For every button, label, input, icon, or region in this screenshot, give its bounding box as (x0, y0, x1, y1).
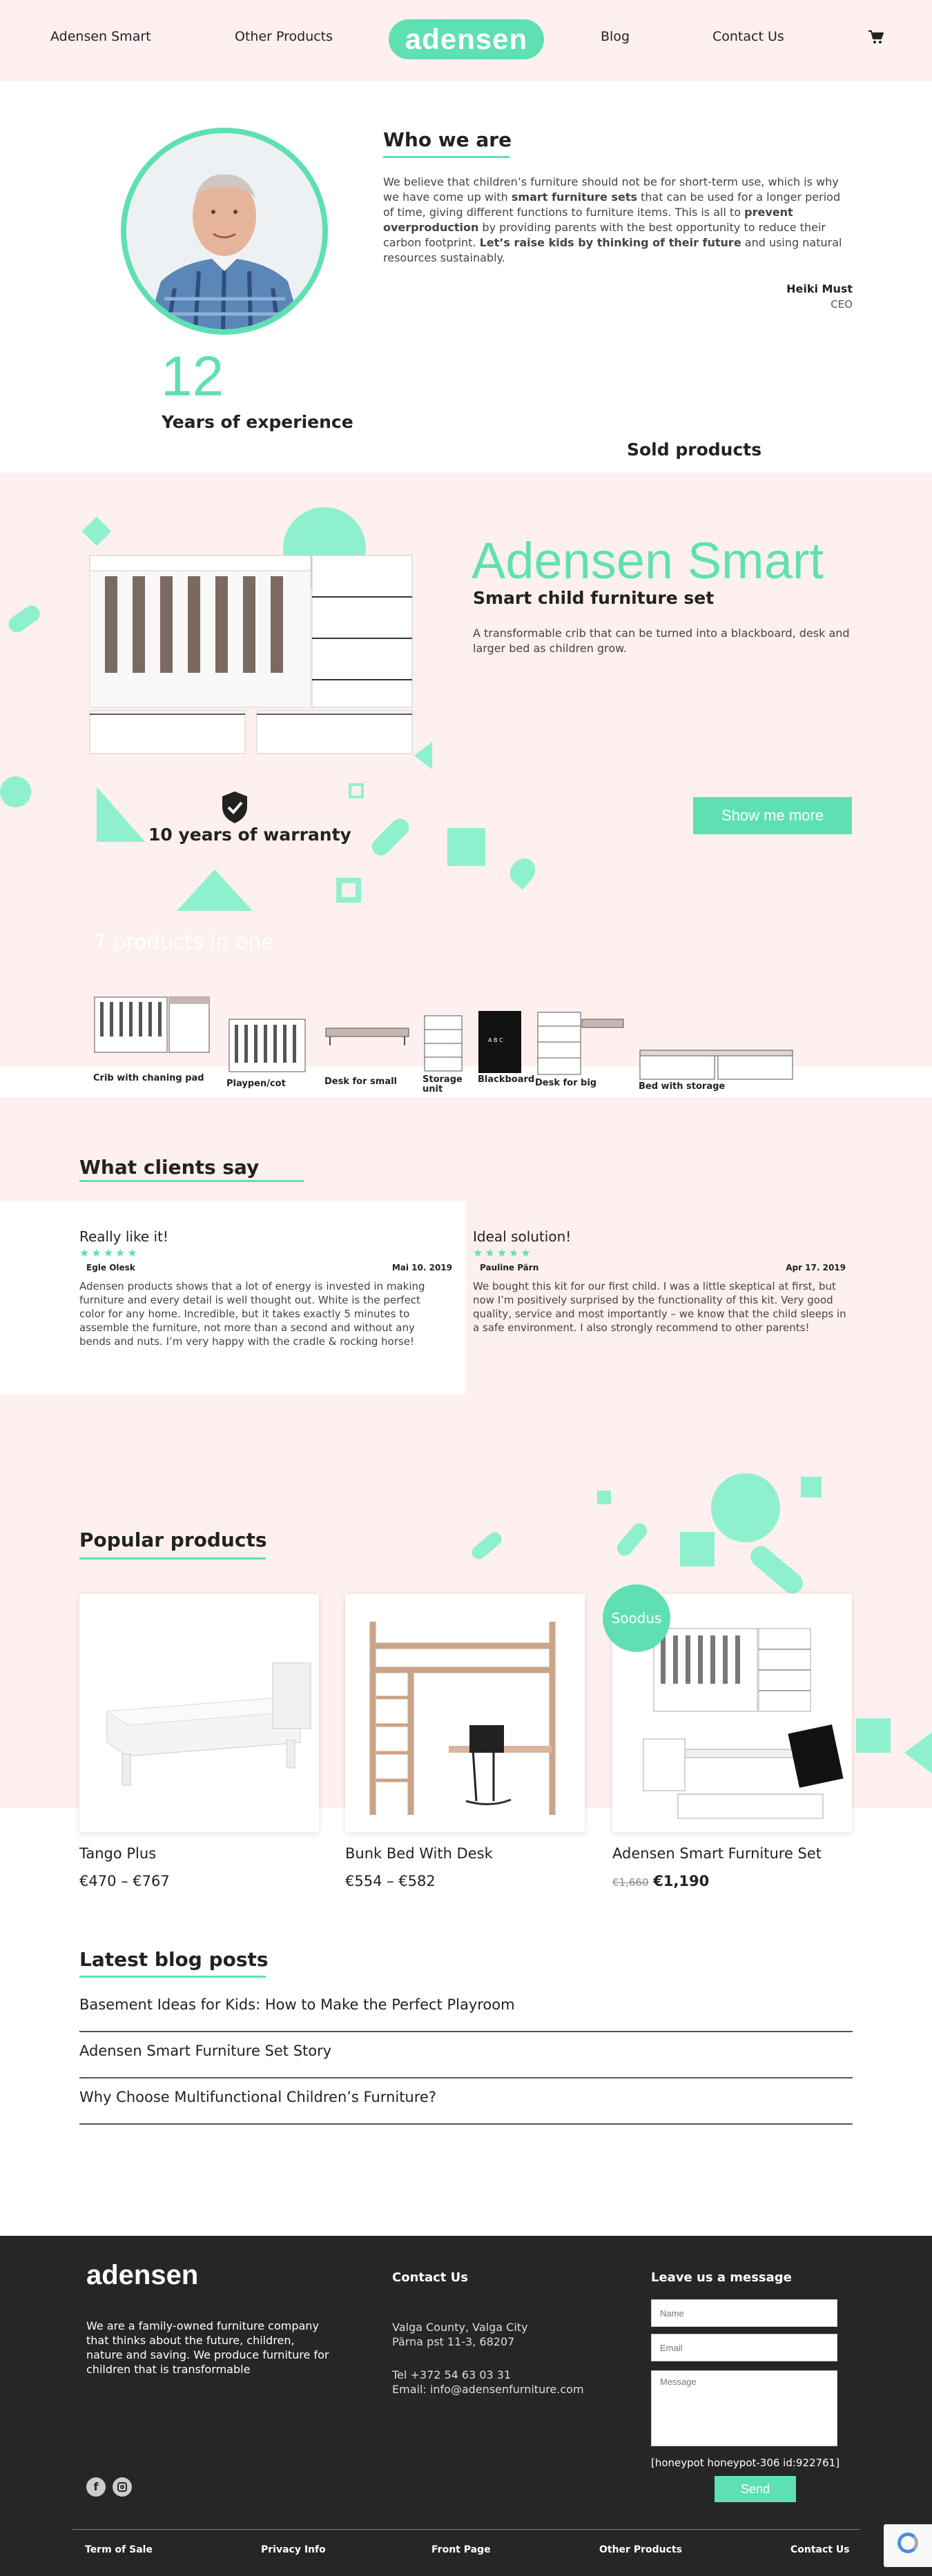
footer-link-terms[interactable]: Term of Sale (85, 2544, 153, 2555)
product-image (345, 1594, 585, 1832)
footer-email[interactable]: Email: info@adensenfurniture.com (392, 2383, 584, 2396)
decor-shape (680, 1532, 715, 1566)
footer-link-contact[interactable]: Contact Us (790, 2544, 850, 2555)
blog-post-link[interactable]: Basement Ideas for Kids: How to Make the Perfect Playroom (79, 1996, 853, 2032)
facebook-icon[interactable]: f (86, 2477, 106, 2497)
footer-about: We are a family-owned furniture company that thinks about the future, children, nature and saving. We produce furniture for children that is transformable (86, 2319, 329, 2376)
strip-crib-image (93, 994, 211, 1070)
decor-shape (801, 1477, 822, 1497)
review-stars: ★★★★★ (79, 1246, 139, 1259)
strip-desk-small-image (324, 1025, 411, 1045)
instagram-icon[interactable] (113, 2477, 132, 2497)
recaptcha-icon (897, 2533, 918, 2553)
reviews-title: What clients say (79, 1156, 260, 1179)
strip-blackboard-image (478, 1011, 521, 1073)
decor-shape (904, 1732, 932, 1773)
product-name[interactable]: Tango Plus (79, 1845, 157, 1862)
product-price: €1,190 (653, 1873, 710, 1889)
review-text: Adensen products shows that a lot of energy is invested in making furniture and every detail is well thought out. White is the perfect color for any home. Incredible, but it takes exactly 5 minutes to assemble the furniture, not more than a second and without any bends and nuts. I’m very happy with the cradle & rocking horse! (79, 1280, 425, 1348)
review-author: Pauline Pärn (480, 1263, 539, 1272)
decor-shape (505, 854, 541, 889)
blog-post-link[interactable]: Why Choose Multifunctional Children’s Furniture? (79, 2089, 853, 2125)
about-title-underline (383, 156, 509, 158)
product-price: €554 – €582 (345, 1873, 436, 1889)
footer-logo[interactable]: adensen (86, 2260, 199, 2290)
svg-text:A B C: A B C (488, 1037, 503, 1043)
decor-shape (97, 787, 145, 842)
signature-role: CEO (831, 298, 853, 311)
footer-link-other-products[interactable]: Other Products (599, 2544, 682, 2555)
years-number: 12 (161, 345, 224, 408)
review-author: Egle Olesk (86, 1263, 135, 1272)
product-price: €470 – €767 (79, 1873, 170, 1889)
sold-label: Sold products (627, 440, 762, 460)
about-title: Who we are (383, 128, 512, 151)
review-title: Ideal solution! (473, 1228, 572, 1245)
review-stars: ★★★★★ (473, 1246, 533, 1259)
strip-item: Desk for small (324, 1076, 398, 1087)
honeypot-text: [honeypot honeypot-306 id:922761] (651, 2457, 840, 2469)
strip-bed-image (639, 1049, 794, 1080)
strip-playpen-image (228, 1018, 307, 1073)
blog-post-link[interactable]: Adensen Smart Furniture Set Story (79, 2043, 853, 2078)
decor-shape (414, 742, 432, 769)
recaptcha-badge[interactable] (884, 2524, 932, 2567)
reviews-section (0, 1097, 932, 1470)
decor-shape (711, 1473, 780, 1542)
decor-shape (349, 783, 364, 798)
years-label: Years of experience (162, 412, 353, 432)
footer-link-privacy[interactable]: Privacy Info (261, 2544, 326, 2555)
review-title: Really like it! (79, 1228, 168, 1245)
footer-phone[interactable]: Tel +372 54 63 03 31 (392, 2368, 512, 2381)
shield-check-icon (220, 790, 250, 825)
review-date: Mai 10. 2019 (391, 1263, 452, 1272)
product-strip (0, 987, 932, 1097)
send-button[interactable]: Send (715, 2476, 796, 2502)
strip-storage-image (423, 1014, 463, 1073)
strip-item: Crib with chaning pad (93, 1073, 204, 1083)
strip-item: Storage unit (423, 1074, 463, 1094)
warranty-label: 10 years of warranty (148, 825, 351, 845)
decor-shape (856, 1718, 891, 1753)
decor-shape (447, 828, 485, 866)
about-text-part: by providing parents with the best opportunity to reduce their carbon footprint. (383, 221, 826, 249)
decor-shape (6, 602, 43, 636)
hero-section (0, 473, 932, 1066)
decor-shape (469, 1529, 504, 1562)
strip-desk-big-image (536, 1011, 625, 1076)
about-text-bold: smart furniture sets (511, 190, 637, 204)
hero-description: A transformable crib that can be turned into a blackboard, desk and larger bed as children grow. (473, 627, 850, 655)
nav-other-products[interactable]: Other Products (235, 29, 333, 44)
footer-address-line: Valga County, Valga City (392, 2321, 528, 2334)
strip-item: Bed with storage (639, 1081, 726, 1092)
decor-shape (0, 776, 31, 807)
decor-shape (82, 517, 111, 546)
message-field[interactable] (651, 2370, 837, 2446)
hero-subtitle: Smart child furniture set (473, 588, 715, 608)
nav-contact-us[interactable]: Contact Us (712, 29, 784, 44)
strip-item: Playpen/cot (226, 1079, 286, 1089)
name-field[interactable] (651, 2299, 837, 2327)
ceo-avatar (121, 128, 328, 335)
strip-item: Desk for big (535, 1078, 597, 1088)
signature-name: Heiki Must (786, 282, 853, 295)
nav-adensen-smart[interactable]: Adensen Smart (50, 29, 151, 44)
footer-link-front-page[interactable]: Front Page (431, 2544, 491, 2555)
decor-shape (336, 878, 361, 903)
about-text-part: We believe that children’s furniture should not be for short-term use, which is why we have come up with (383, 175, 839, 204)
sale-badge: Soodus (603, 1584, 670, 1652)
site-logo[interactable]: adensen (389, 19, 544, 59)
decor-shape (177, 869, 253, 911)
hero-brand: Adensen Smart (472, 532, 824, 589)
review-text: We bought this kit for our first child. I was a little skeptical at first, but now I’m positively surprised by the functionality of this kit. Very good quality, service and most importantly – we know that the child sleeps in a safe environment. I also strongly recommend to other parents! (473, 1280, 846, 1334)
strip-item: Blackboard (478, 1074, 535, 1085)
about-text (383, 175, 853, 266)
footer-divider (72, 2529, 860, 2530)
site-header (0, 0, 932, 81)
popular-title: Popular products (79, 1528, 267, 1551)
cart-icon[interactable] (868, 30, 884, 44)
site-footer (0, 2236, 932, 2576)
products-in-one-label: 7 products in one (93, 930, 274, 954)
reviews-title-underline (79, 1180, 304, 1182)
product-card-bunk-bed[interactable] (345, 1594, 585, 1832)
nav-blog[interactable]: Blog (601, 29, 630, 44)
product-image (79, 1594, 319, 1832)
review-card (0, 1201, 466, 1394)
decor-shape (368, 815, 412, 859)
product-name[interactable]: Bunk Bed With Desk (345, 1845, 493, 1862)
decor-shape (746, 1542, 807, 1598)
about-text-part: that can be used for a longer period of time, giving different functions to furniture items. This is all to (383, 190, 841, 219)
about-text-bold: Let’s raise kids by thinking of their future (479, 236, 741, 249)
blog-title: Latest blog posts (79, 1948, 269, 1971)
decor-shape (597, 1491, 611, 1504)
footer-contact-title: Contact Us (392, 2270, 469, 2285)
about-text-part: and using natural resources sustainably. (383, 236, 842, 264)
decor-shape (614, 1520, 650, 1559)
review-date: Apr 17. 2019 (786, 1263, 846, 1272)
product-price-group (612, 1873, 709, 1889)
email-field[interactable] (651, 2334, 837, 2361)
footer-address-line: Pärna pst 11-3, 68207 (392, 2335, 515, 2348)
crib-image (84, 549, 416, 776)
blog-title-underline (79, 1976, 266, 1978)
message-form-title: Leave us a message (651, 2270, 792, 2285)
show-more-button[interactable]: Show me more (693, 797, 852, 834)
product-name[interactable]: Adensen Smart Furniture Set (612, 1845, 822, 1862)
popular-title-underline (79, 1557, 266, 1560)
product-old-price: €1,660 (612, 1876, 649, 1889)
product-card-tango[interactable] (79, 1594, 319, 1832)
about-text-bold: prevent overproduction (383, 206, 793, 234)
